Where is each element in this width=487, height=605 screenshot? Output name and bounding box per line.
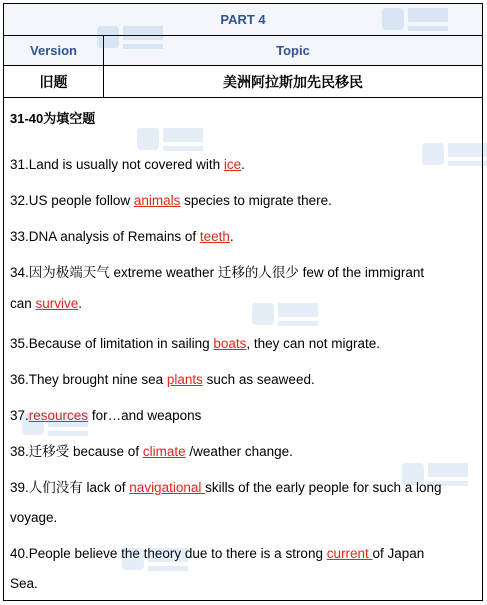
question-35: 35.Because of limitation in sailing boats, they can not migrate. xyxy=(10,336,380,351)
topic-value: 美洲阿拉斯加先民移民 xyxy=(223,73,363,90)
exam-sheet xyxy=(3,3,483,601)
question-32: 32.US people follow animals species to migrate there. xyxy=(10,193,332,208)
part-title: PART 4 xyxy=(220,12,266,27)
answer: animals xyxy=(133,193,181,208)
question-34-cont: can survive. xyxy=(10,296,83,311)
topic-row xyxy=(4,66,482,98)
section-label: 31-40为填空题 xyxy=(10,111,96,126)
version-header-cell xyxy=(4,36,104,65)
question-37: 37.resources for…and weapons xyxy=(10,408,202,423)
answer: navigational xyxy=(129,480,206,495)
topic-label: Topic xyxy=(276,43,310,58)
part-header xyxy=(4,4,482,36)
question-38: 38.迁移受 because of climate /weather change. xyxy=(10,444,293,459)
question-body xyxy=(4,98,482,600)
question-39: 39.人们没有 lack of navigational skills of the early people for such a long xyxy=(10,480,442,495)
answer: teeth xyxy=(199,229,230,244)
topic-value-cell xyxy=(104,66,482,97)
answer: ice xyxy=(223,157,242,172)
answer: resources xyxy=(28,408,89,423)
answer: climate xyxy=(142,444,186,459)
answer: current xyxy=(326,546,373,561)
answer: plants xyxy=(166,372,203,387)
column-header-row xyxy=(4,36,482,66)
question-31: 31.Land is usually not covered with ice. xyxy=(10,157,245,172)
question-40: 40.People believe the theory due to there is a strong current of Japan xyxy=(10,546,425,561)
version-value: 旧题 xyxy=(39,73,68,90)
question-33: 33.DNA analysis of Remains of teeth. xyxy=(10,229,234,244)
topic-header-cell xyxy=(104,36,482,65)
version-label: Version xyxy=(30,43,77,58)
question-34: 34.因为极端天气 extreme weather 迁移的人很少 few of the immigrant xyxy=(10,265,425,280)
answer: boats xyxy=(213,336,247,351)
question-39-cont: voyage. xyxy=(10,510,58,525)
question-40-cont: Sea. xyxy=(10,576,38,591)
answer: survive xyxy=(35,296,79,311)
question-36: 36.They brought nine sea plants such as seaweed. xyxy=(10,372,315,387)
version-value-cell xyxy=(4,66,104,97)
